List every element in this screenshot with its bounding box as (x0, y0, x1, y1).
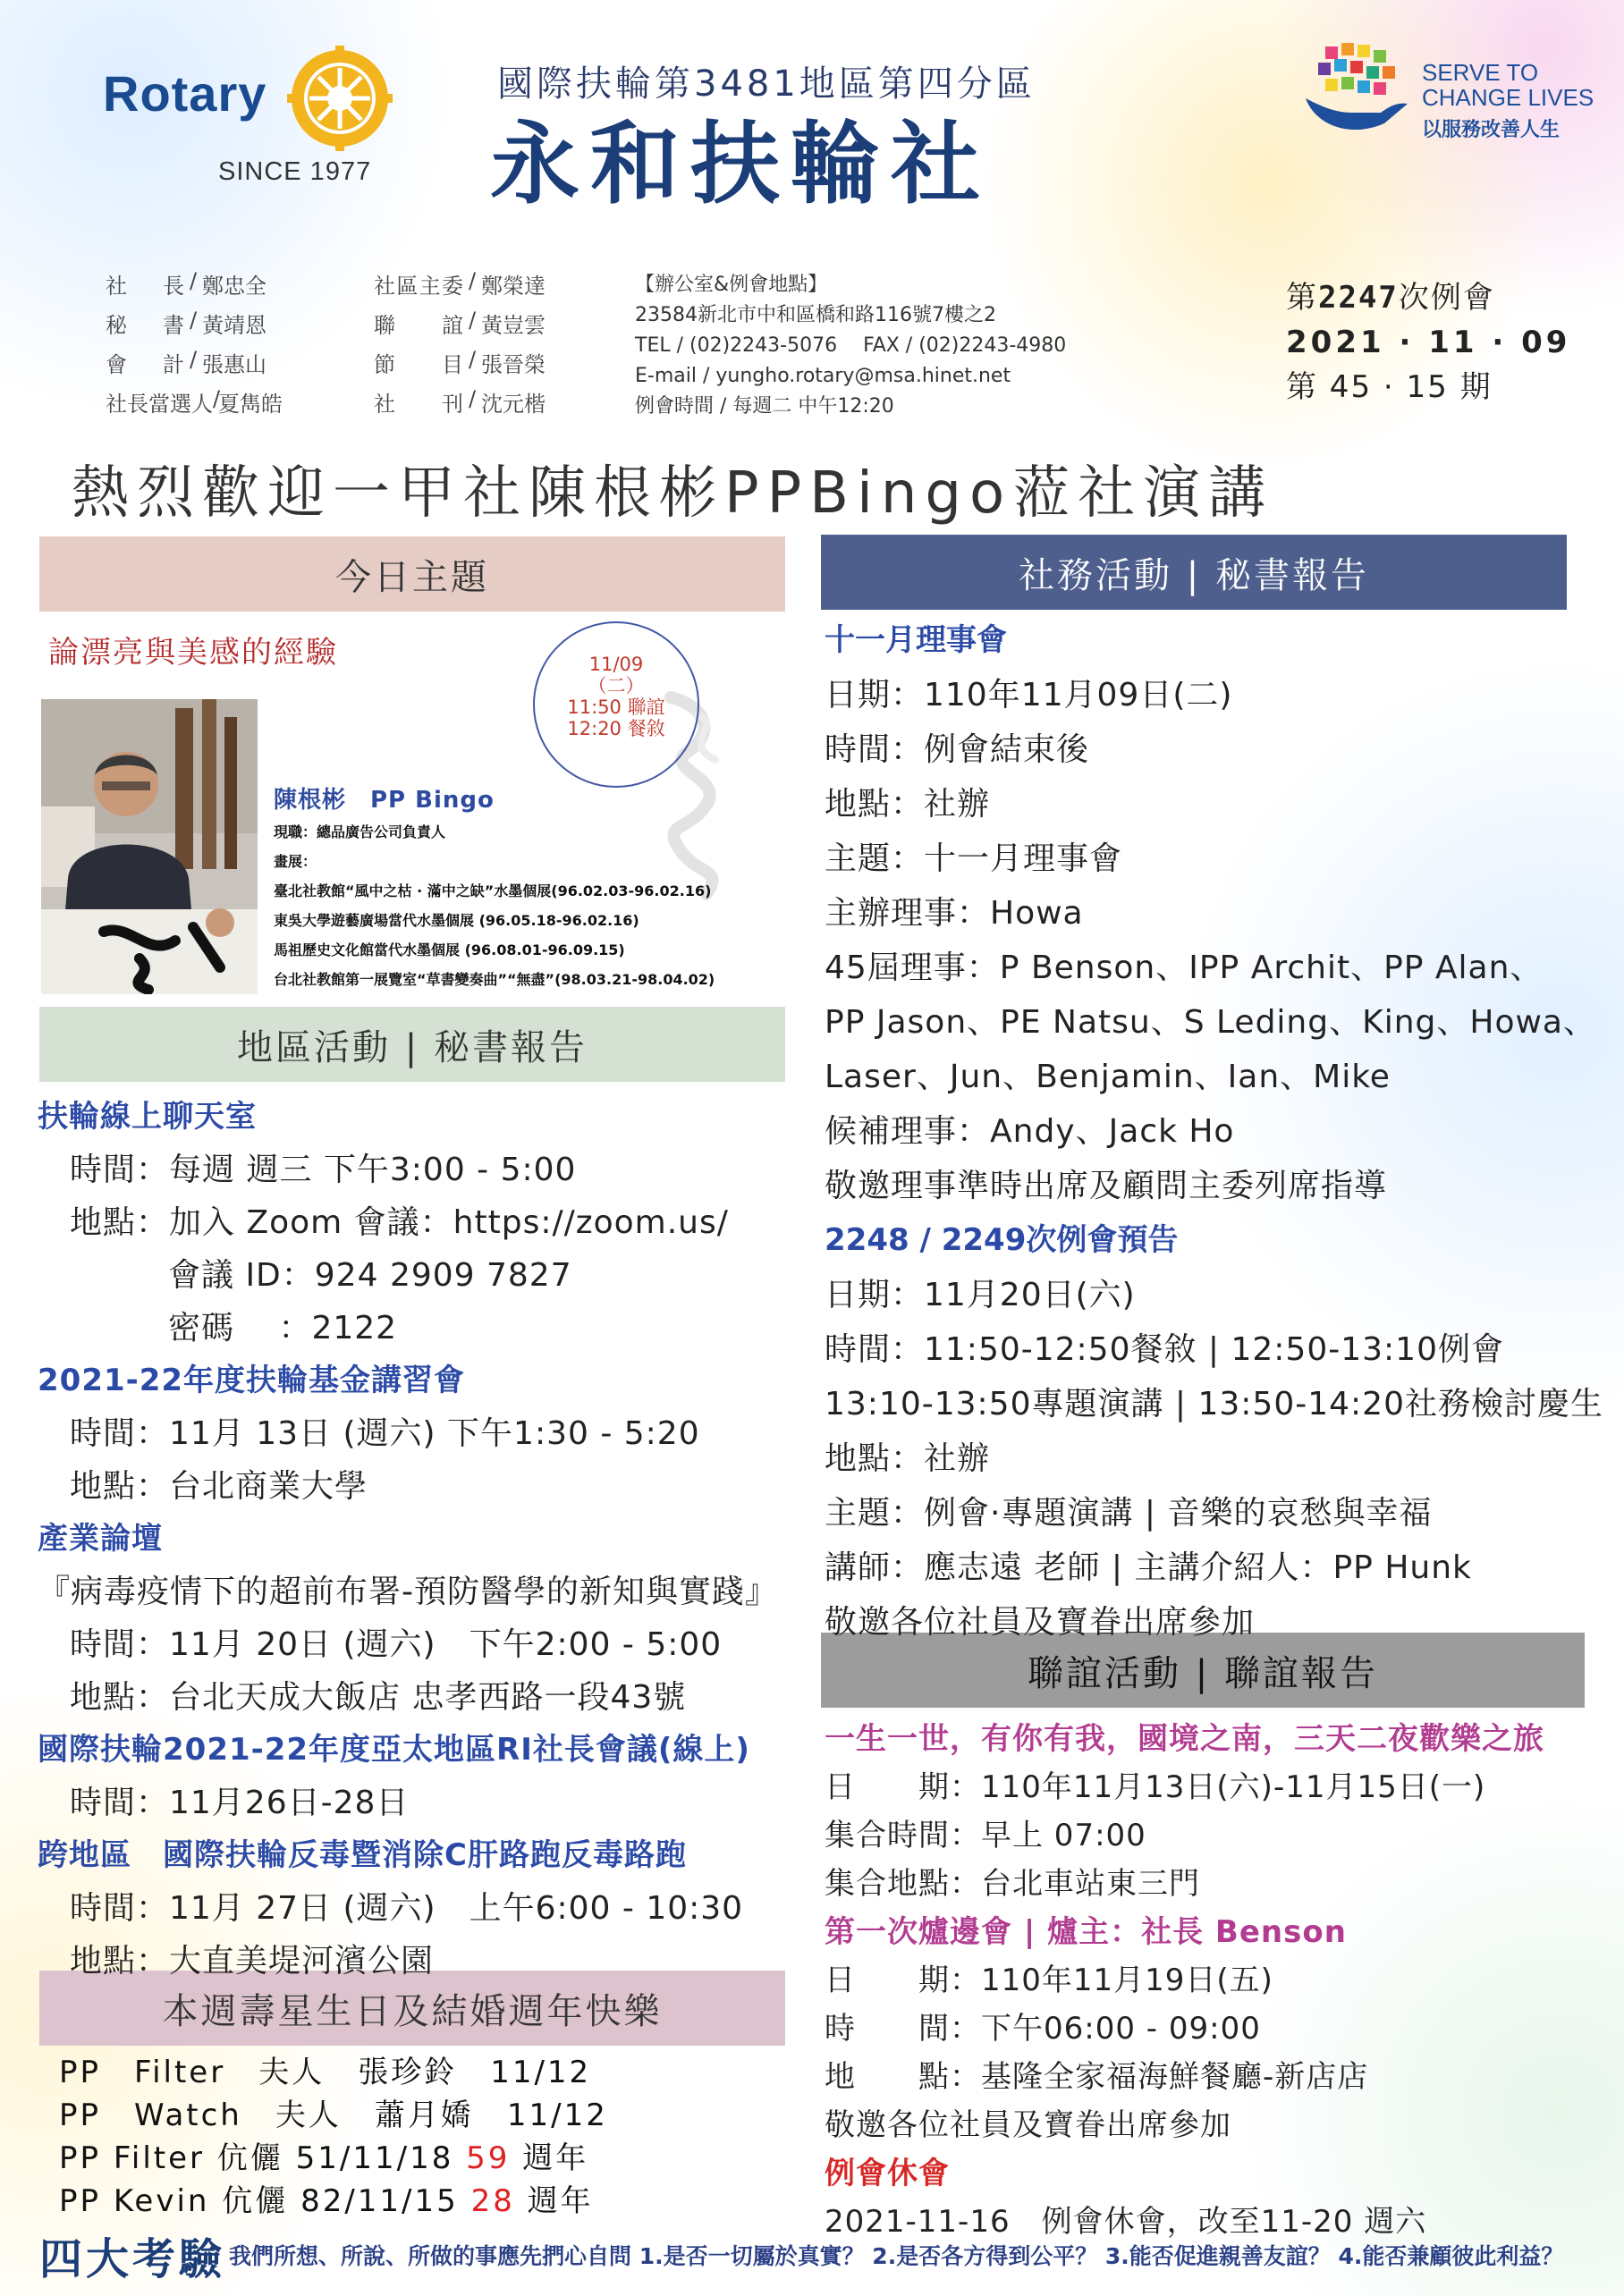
section-district-activities: 地區活動 | 秘書報告 (39, 1007, 785, 1082)
welcome-banner: 熱烈歡迎一甲社陳根彬PPBingo蒞社演講 (72, 460, 1274, 527)
district-item-title: 國際扶輪2021-22年度亞太地區RI社長會議(線上) (38, 1732, 750, 1768)
fellowship-item-line: 時 間：下午06:00 - 09:00 (825, 2011, 1261, 2047)
officer-row: 社長 / 鄭忠全 (106, 268, 266, 299)
speaker-detail-line: 馬祖歷史文化館當代水墨個展 (96.08.01-96.09.15) (274, 941, 625, 958)
club-item-title: 2248 / 2249次例會預告 (825, 1222, 1179, 1258)
section-club-activities: 社務活動 | 秘書報告 (821, 535, 1567, 610)
officer-row: 社區主委 / 鄭榮達 (374, 268, 546, 299)
fellowship-item-line: 2021-11-16 例會休會，改至11-20 週六 (825, 2204, 1427, 2240)
meeting-date: 2021 · 11 · 09 (1286, 325, 1571, 360)
circle-weekday: （二） (588, 675, 645, 696)
office-info (635, 270, 1066, 422)
district-label: 國際扶輪第3481地區第四分區 (497, 63, 1036, 105)
district-item-title: 跨地區 國際扶輪反毒暨消除C肝路跑反毒路跑 (38, 1837, 687, 1873)
birthday-row: PP Filter 夫人 張珍鈴 11/12 (59, 2055, 592, 2090)
speaker-detail-line: 台北社教館第一展覽室“草書變奏曲”“無盡”(98.03.21-98.04.02) (274, 971, 715, 988)
district-item-line: 『病毒疫情下的超前布署-預防醫學的新知與實踐』 (38, 1574, 778, 1610)
office-email: E-mail / yungho.rotary@msa.hinet.net (635, 365, 1011, 387)
serve-chinese-label: 以服務改善人生 (1422, 119, 1561, 141)
office-phone: TEL / (02)2243-5076 FAX / (02)2243-4980 (635, 334, 1067, 357)
fellowship-item-title: 第一次爐邊會 | 爐主：社長 Benson (825, 1914, 1347, 1950)
district-item-line: 時間：每週 週三 下午3:00 - 5:00 (70, 1152, 577, 1188)
district-item-line: 地點：台北商業大學 (70, 1468, 368, 1505)
club-item-line: 13:10-13:50專題演講 | 13:50-14:20社務檢討慶生 (825, 1386, 1603, 1422)
fellowship-item-line: 集合時間：早上 07:00 (825, 1818, 1146, 1853)
four-way-test-label: 四大考驗 (39, 2234, 226, 2284)
fellowship-item-line: 地 點：基隆全家福海鮮餐廳-新店店 (825, 2059, 1369, 2095)
office-address: 23584新北市中和區橋和路116號7樓之2 (635, 304, 996, 326)
fellowship-item-line: 集合地點：台北車站東三門 (825, 1866, 1200, 1902)
club-item-line: 時間：11:50-12:50餐敘 | 12:50-13:10例會 (825, 1331, 1504, 1368)
club-item-line: Laser、Jun、Benjamin、Ian、Mike (825, 1059, 1391, 1095)
meeting-info (1286, 275, 1570, 409)
district-item-line: 時間：11月 27日 (週六) 上午6:00 - 10:30 (70, 1890, 744, 1927)
section-today-topic: 今日主題 (39, 536, 785, 612)
club-item-line: 敬邀各位社員及寶眷出席參加 (825, 1604, 1256, 1641)
club-item-line: 敬邀理事準時出席及顧問主委列席指導 (825, 1168, 1388, 1204)
rotary-wheel-icon (286, 45, 393, 152)
issue-number: 第 45 · 15 期 (1286, 369, 1493, 405)
change-lives-label: CHANGE LIVES (1422, 84, 1594, 111)
club-name: 永和扶輪社 (490, 111, 991, 216)
club-item-line: 45屆理事：P Benson、IPP Archit、PP Alan、 (825, 950, 1544, 986)
circle-fellowship-time: 11:50 聯誼 (567, 696, 665, 718)
district-activities-list (38, 1091, 807, 1988)
fellowship-item-line: 敬邀各位社員及寶眷出席參加 (825, 2107, 1231, 2143)
circle-dinner-time: 12:20 餐敘 (567, 718, 665, 739)
club-item-line: 地點：社辦 (825, 1440, 991, 1477)
district-item-line: 時間：11月26日-28日 (70, 1785, 410, 1821)
district-item-title: 2021-22年度扶輪基金講習會 (38, 1363, 466, 1398)
today-topic-title: 論漂亮與美感的經驗 (48, 635, 338, 671)
meeting-recess-title: 例會休會 (825, 2156, 950, 2191)
district-item-line: 時間：11月 13日 (週六) 下午1:30 - 5:20 (70, 1415, 700, 1452)
club-item-line: 時間：例會結束後 (825, 731, 1090, 768)
club-item-title: 十一月理事會 (825, 622, 1007, 658)
fellowship-item-line: 日 期：110年11月19日(五) (825, 1963, 1273, 1998)
officer-row: 節目 / 張晉榮 (374, 347, 546, 377)
speaker-detail-line: 現職：總品廣告公司負責人 (274, 823, 446, 840)
club-activities-list (825, 613, 1611, 1650)
officer-row: 社長當選人 / 夏雋皓 (106, 386, 283, 417)
officers-list-right (374, 268, 642, 426)
serve-to-change-lives-logo (1298, 41, 1413, 141)
district-item-line: 密碼 ：2122 (168, 1310, 398, 1346)
district-item-line: 會議 ID：924 2909 7827 (168, 1257, 572, 1294)
office-title: 【辦公室&例會地點】 (635, 274, 828, 296)
district-item-title: 產業論壇 (38, 1521, 163, 1557)
anniversary-years: 28 (470, 2183, 515, 2219)
fellowship-item-title: 一生一世，有你有我，國境之南，三天二夜歡樂之旅 (825, 1721, 1544, 1757)
meeting-number: 第2247次例會 (1286, 280, 1495, 316)
speaker-details (274, 817, 715, 994)
club-item-line: 講師：應志遠 老師 | 主講介紹人：PP Hunk (825, 1549, 1472, 1586)
district-item-line: 地點：加入 Zoom 會議：https://zoom.us/ (70, 1204, 729, 1241)
since-label: SINCE 1977 (218, 157, 372, 186)
club-item-line: 候補理事：Andy、Jack Ho (825, 1113, 1235, 1150)
four-way-test-text: 我們所想、所說、所做的事應先捫心自問 1.是否一切屬於真實？ 2.是否各方得到公平？ 3.能否促進親善友誼？ 4.能否兼顧彼此利益？ (229, 2243, 1564, 2269)
speaker-detail-line: 東吳大學遊藝廣場當代水墨個展 (96.05.18-96.02.16) (274, 912, 639, 929)
circle-date: 11/09 (588, 654, 644, 675)
rotary-wordmark: Rotary (103, 65, 267, 122)
speaker-name: 陳根彬 PP Bingo (274, 787, 495, 814)
club-item-line: 主題：例會·專題演講 | 音樂的哀愁與幸福 (825, 1495, 1433, 1532)
district-item-line: 時間：11月 20日 (週六) 下午2:00 - 5:00 (70, 1626, 723, 1663)
anniversary-row: PP Kevin 伉儷 82/11/15 28 週年 (59, 2183, 594, 2219)
officer-row: 社刊 / 沈元楷 (374, 386, 546, 417)
anniversary-row: PP Filter 伉儷 51/11/18 59 週年 (59, 2140, 589, 2176)
serve-to-label: SERVE TO (1422, 59, 1539, 86)
district-item-title: 扶輪線上聊天室 (38, 1099, 257, 1135)
officer-row: 會計 / 張惠山 (106, 347, 266, 377)
anniversary-years: 59 (466, 2140, 511, 2176)
officer-row: 聯誼 / 黃豈雲 (374, 308, 546, 338)
fellowship-list (825, 1715, 1611, 2246)
club-item-line: 主題：十一月理事會 (825, 840, 1123, 877)
birthday-row: PP Watch 夫人 蕭月嬌 11/12 (59, 2098, 608, 2133)
club-item-line: 日期：110年11月09日(二) (825, 677, 1233, 713)
district-item-line: 地點：台北天成大飯店 忠孝西路一段43號 (70, 1679, 687, 1716)
birthday-list (59, 2051, 608, 2223)
section-birthdays: 本週壽星生日及結婚週年快樂 (39, 1971, 785, 2046)
time-circle (533, 621, 699, 788)
office-meeting-time: 例會時間 / 每週二 中午12:20 (635, 395, 894, 418)
club-item-line: 主辦理事：Howa (825, 895, 1084, 932)
club-item-line: 日期：11月20日(六) (825, 1277, 1136, 1313)
speaker-detail-line: 臺北社教館“風中之枯 · 滿中之缺”水墨個展(96.02.03-96.02.16) (274, 882, 712, 899)
speaker-detail-line: 畫展： (274, 853, 317, 870)
fellowship-item-line: 日 期：110年11月13日(六)-11月15日(一) (825, 1769, 1486, 1805)
district-item-line: 地點：大直美堤河濱公園 (70, 1943, 435, 1979)
section-fellowship: 聯誼活動 | 聯誼報告 (821, 1633, 1585, 1708)
officers-list-left (106, 268, 379, 426)
officer-row: 秘書 / 黃靖恩 (106, 308, 266, 338)
speaker-photo (41, 699, 258, 994)
club-item-line: 地點：社辦 (825, 786, 991, 823)
club-item-line: PP Jason、PE Natsu、S Leding、King、Howa、 (825, 1004, 1596, 1041)
